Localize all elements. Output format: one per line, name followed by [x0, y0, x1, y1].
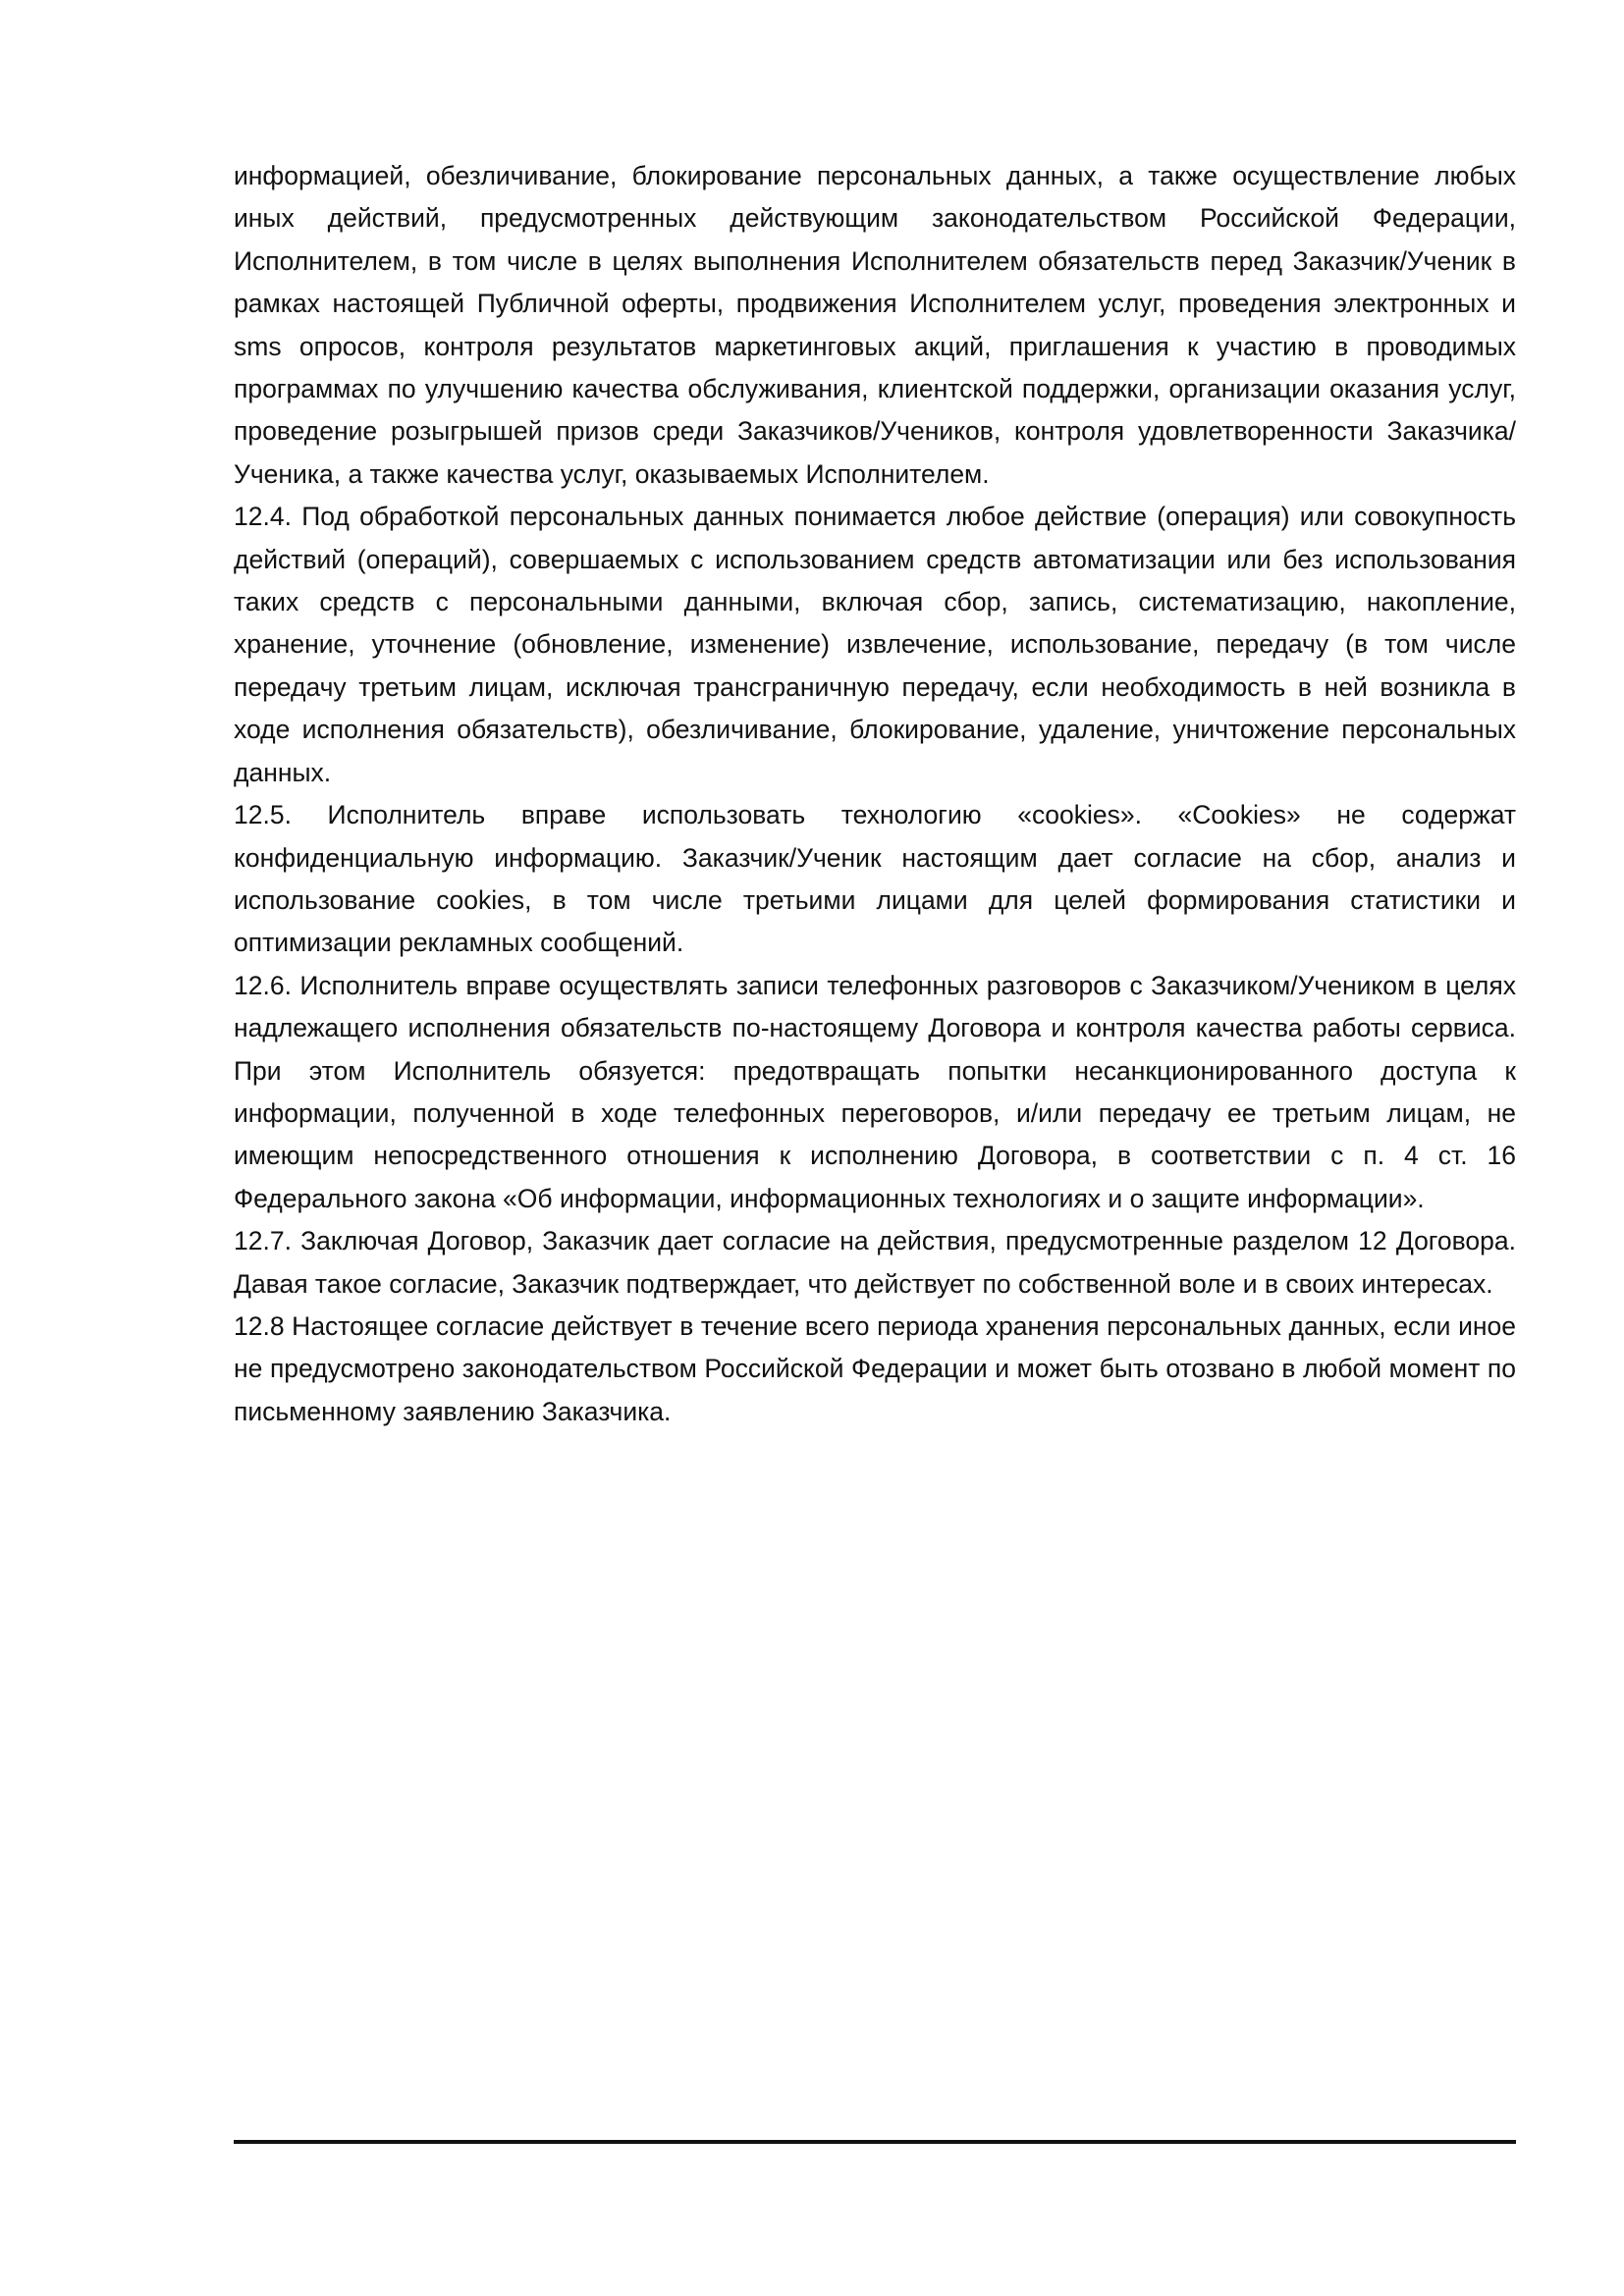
- paragraph-12-5: 12.5. Исполнитель вправе использовать технологию «cookies». «Cookies» не содержат конфиденциальную информацию. Заказчик/Ученик настоящим дает согласие на сбор, анализ и использование cookies, в том числе третьими лицами для целей формирования статистики и оптимизации рекламных сообщений.: [234, 800, 1516, 958]
- paragraph-continuation: информацией, обезличивание, блокирование персональных данных, а также осуществление любых иных действий, предусмотренных действующим законодательством Российской Федерации, Исполнителем, в том числе в целях выполнения Исполнителем обязательств перед Заказчик/Ученик в рамках настоящей Публичной оферты, продвижения Исполнителем услуг, проведения электронных и sms опросов, контроля результатов маркетинговых акций, приглашения к участию в проводимых программах по улучшению качества обслуживания, клиентской поддержки, организации оказания услуг, проведение розыгрышей призов среди Заказчиков/Учеников, контроля удовлетворенности Заказчика/Ученика, а также качества услуг, оказываемых Исполнителем.: [234, 161, 1516, 489]
- document-body: [234, 155, 1516, 1433]
- footer-divider: [234, 2140, 1516, 2144]
- paragraph-12-8: 12.8 Настоящее согласие действует в течение всего периода хранения персональных данных, если иное не предусмотрено законодательством Российской Федерации и может быть отозвано в любой момент по письменному заявлению Заказчика.: [234, 1310, 1516, 1426]
- paragraph-12-6: 12.6. Исполнитель вправе осуществлять записи телефонных разговоров с Заказчиком/Учеником в целях надлежащего исполнения обязательств по-настоящему Договора и контроля качества работы сервиса. При этом Исполнитель обязуется: предотвращать попытки несанкционированного доступа к информации, полученной в ходе телефонных переговоров, и/или передачу ее третьим лицам, не имеющим непосредственного отношения к исполнению Договора, в соответствии с п. 4 ст. 16 Федерального закона «Об информации, информационных технологиях и о защите информации».: [234, 970, 1516, 1213]
- paragraph-12-4: 12.4. Под обработкой персональных данных понимается любое действие (операция) или совокупность действий (операций), совершаемых с использованием средств автоматизации или без использования таких средств с персональными данными, включая сбор, запись, систематизацию, накопление, хранение, уточнение (обновление, изменение) извлечение, использование, передачу (в том числе передачу третьим лицам, исключая трансграничную передачу, если необходимость в ней возникла в ходе исполнения обязательств), обезличивание, блокирование, удаление, уничтожение персональных данных.: [234, 502, 1516, 787]
- paragraph-12-7: 12.7. Заключая Договор, Заказчик дает согласие на действия, предусмотренные разделом 12 Договора. Давая такое согласие, Заказчик подтверждает, что действует по собственной воле и в своих интересах.: [234, 1226, 1516, 1299]
